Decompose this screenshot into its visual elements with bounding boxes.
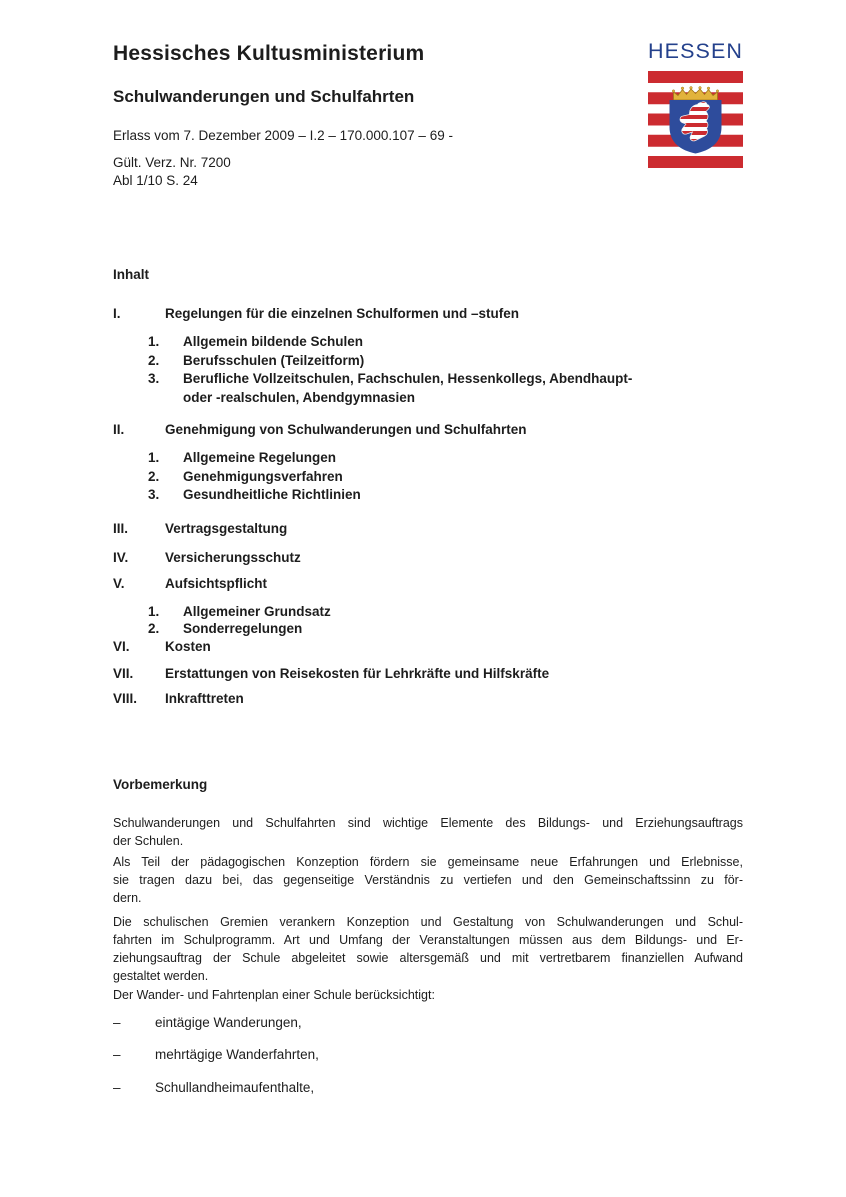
bullet-label: Schullandheimaufenthalte,: [155, 1080, 315, 1095]
paragraph-line: sie tragen dazu bei, das gegenseitige Verständnis zu vertiefen und den Gemeinschaftssinn zu för-: [113, 873, 743, 887]
toc-section-number: VII.: [113, 666, 134, 681]
reference-lines: [113, 154, 231, 190]
toc-section-label: Kosten: [165, 639, 211, 654]
toc-section-number: IV.: [113, 550, 129, 565]
toc-section-iii: [113, 519, 743, 538]
paragraph-4: [113, 986, 743, 1004]
paragraph-line: ziehungsauftrag der Schule abgeleitet sowie altersgemäß und mit vertretbarem finanziellen Aufwand: [113, 951, 743, 965]
toc-section-vi: [113, 637, 743, 656]
page-title: Hessisches Kultusministerium: [113, 42, 425, 65]
paragraph-line: fahrten im Schulprogramm. Art und Umfang der Veranstaltungen müssen aus dem Bildungs- und Er-: [113, 933, 743, 947]
bullet-label: mehrtägige Wanderfahrten,: [155, 1047, 319, 1062]
toc-item-label: Allgemeine Regelungen: [183, 450, 337, 465]
toc-item-label: Berufsschulen (Teilzeitform): [183, 353, 365, 368]
toc-item-label: [183, 369, 632, 407]
paragraph-line: Als Teil der pädagogischen Konzeption fördern sie gemeinsame neue Erfahrungen und Erlebnisse,: [113, 855, 743, 869]
doc-subtitle: Schulwanderungen und Schulfahrten: [113, 87, 415, 106]
toc-item-i-2: [148, 351, 743, 370]
toc-section-iv: [113, 548, 743, 567]
toc-section-number: III.: [113, 521, 129, 536]
toc-item-number: 2.: [148, 621, 160, 636]
toc-section-label: Vertragsgestaltung: [165, 521, 288, 536]
crown-icon: [672, 87, 718, 101]
toc-item-i-3: [148, 369, 743, 407]
ref-gueltigkeitsverzeichnis: Gült. Verz. Nr. 7200: [113, 155, 231, 170]
toc-section-label: Regelungen für die einzelnen Schulformen und –stufen: [165, 306, 520, 321]
toc-item-label-line: oder -realschulen, Abendgymnasien: [183, 390, 416, 405]
bullet-item-2: [113, 1046, 743, 1064]
toc-item-ii-1: [148, 448, 743, 467]
toc-section-ii: [113, 420, 743, 439]
paragraph-3: [113, 913, 743, 985]
toc-section-number: VI.: [113, 639, 130, 654]
paragraph-line: Die schulischen Gremien verankern Konzeption und Gestaltung von Schulwanderungen und Schul-: [113, 915, 743, 929]
toc-section-number: II.: [113, 422, 125, 437]
decree-line: Erlass vom 7. Dezember 2009 – I.2 – 170.000.107 – 69 -: [113, 128, 453, 143]
bullet-item-1: [113, 1014, 743, 1032]
toc-item-label-line: Berufliche Vollzeitschulen, Fachschulen, Hessenkollegs, Abendhaupt-: [183, 371, 633, 386]
toc-section-label: Inkrafttreten: [165, 691, 244, 706]
bullet-label: eintägige Wanderungen,: [155, 1015, 302, 1030]
toc-item-ii-2: [148, 467, 743, 486]
toc-item-v-2: [148, 619, 743, 638]
dash-marker: –: [113, 1080, 121, 1095]
bullet-item-3: [113, 1079, 743, 1097]
paragraph-line: der Schulen.: [113, 834, 184, 848]
toc-item-number: 3.: [148, 487, 160, 502]
toc-section-i: [113, 304, 743, 323]
toc-item-label: Genehmigungsverfahren: [183, 469, 343, 484]
paragraph-1: [113, 814, 743, 850]
toc-item-number: 1.: [148, 450, 160, 465]
toc-item-number: 1.: [148, 604, 160, 619]
toc-item-number: 1.: [148, 334, 160, 349]
paragraph-line: Schulwanderungen und Schulfahrten sind wichtige Elemente des Bildungs- und Erziehungsauftrags: [113, 816, 743, 830]
vorbemerkung-heading: Vorbemerkung: [113, 777, 208, 792]
hessen-wordmark: HESSEN: [648, 39, 744, 63]
toc-section-viii: [113, 689, 743, 708]
hessen-logo: [648, 40, 743, 168]
toc-section-v: [113, 574, 743, 593]
toc-item-number: 3.: [148, 371, 160, 386]
toc-section-number: V.: [113, 576, 125, 591]
hessen-coat-of-arms: [648, 71, 743, 168]
toc-heading: Inhalt: [113, 267, 149, 282]
toc-section-number: VIII.: [113, 691, 138, 706]
toc-section-label: Genehmigung von Schulwanderungen und Schulfahrten: [165, 422, 527, 437]
toc-item-ii-3: [148, 485, 743, 504]
toc-item-number: 2.: [148, 353, 160, 368]
paragraph-2: [113, 853, 743, 907]
toc-section-number: I.: [113, 306, 121, 321]
paragraph-line: gestaltet werden.: [113, 969, 209, 983]
toc-section-label: Versicherungsschutz: [165, 550, 301, 565]
dash-marker: –: [113, 1047, 121, 1062]
ref-amtsblatt: Abl 1/10 S. 24: [113, 173, 198, 188]
toc-section-vii: [113, 664, 743, 683]
toc-item-label: Gesundheitliche Richtlinien: [183, 487, 361, 502]
toc-item-label: Allgemeiner Grundsatz: [183, 604, 331, 619]
dash-marker: –: [113, 1015, 121, 1030]
paragraph-line: dern.: [113, 891, 142, 905]
toc-item-number: 2.: [148, 469, 160, 484]
toc-section-label: Erstattungen von Reisekosten für Lehrkräfte und Hilfskräfte: [165, 666, 550, 681]
toc-item-label: Allgemein bildende Schulen: [183, 334, 364, 349]
toc-section-label: Aufsichtspflicht: [165, 576, 268, 591]
toc-item-i-1: [148, 332, 743, 351]
paragraph-line: Der Wander- und Fahrtenplan einer Schule berücksichtigt:: [113, 988, 435, 1002]
toc-item-label: Sonderregelungen: [183, 621, 303, 636]
